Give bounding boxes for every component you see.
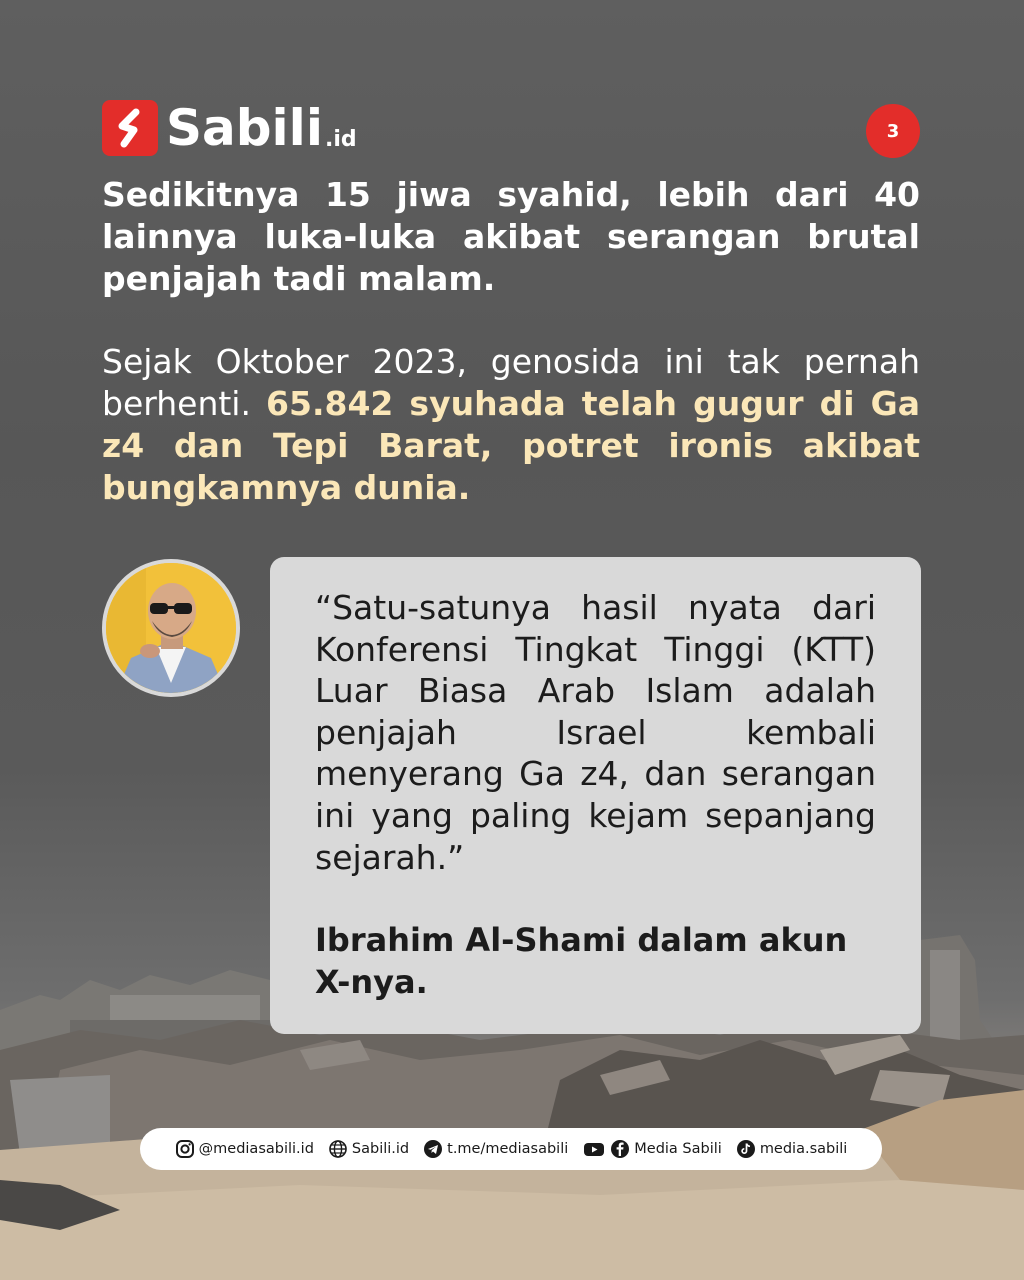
person-portrait-icon bbox=[106, 563, 236, 693]
instagram-icon bbox=[175, 1139, 195, 1159]
brand-suffix: .id bbox=[324, 127, 357, 152]
body-paragraph bbox=[102, 341, 920, 509]
social-links-bar bbox=[140, 1128, 882, 1170]
social-telegram[interactable] bbox=[423, 1139, 568, 1159]
sabili-logo-icon bbox=[102, 100, 158, 156]
telegram-icon bbox=[423, 1139, 443, 1159]
youtube-facebook-label: Media Sabili bbox=[634, 1141, 722, 1157]
tiktok-label: media.sabili bbox=[759, 1141, 848, 1157]
quote-card bbox=[270, 557, 921, 1034]
avatar bbox=[102, 559, 240, 697]
brand-logo bbox=[102, 100, 357, 156]
social-website[interactable] bbox=[328, 1139, 409, 1159]
tiktok-icon bbox=[736, 1139, 756, 1159]
headline: Sedikitnya 15 jiwa syahid, lebih dari 40 lainnya luka-luka akibat serangan brutal penjajah tadi malam. bbox=[102, 175, 920, 298]
brand-name: Sabili bbox=[166, 99, 323, 157]
facebook-icon bbox=[610, 1139, 630, 1159]
telegram-label: t.me/mediasabili bbox=[447, 1141, 569, 1157]
social-instagram[interactable] bbox=[175, 1139, 314, 1159]
body-lead: Sejak Oktober 2023, genosida ini tak pernah berhenti. bbox=[102, 342, 920, 423]
globe-icon bbox=[328, 1139, 348, 1159]
instagram-handle: @mediasabili.id bbox=[198, 1141, 314, 1157]
quote-text: “Satu-satunya hasil nyata dari Konferensi Tingkat Tinggi (KTT) Luar Biasa Arab Islam adalah penjajah Israel kembali menyerang Ga z4, dan serangan ini yang paling kejam sepanjang sejarah.” bbox=[315, 588, 876, 877]
website-label: Sabili.id bbox=[351, 1141, 410, 1157]
body-highlight: 65.842 syuhada telah gugur di Ga z4 dan Tepi Barat, potret ironis akibat bungkamnya dunia. bbox=[102, 384, 920, 507]
social-youtube-facebook[interactable] bbox=[582, 1139, 722, 1159]
quote-source: Ibrahim Al-Shami dalam akun X-nya. bbox=[315, 921, 848, 1001]
social-tiktok[interactable] bbox=[736, 1139, 848, 1159]
youtube-icon bbox=[582, 1139, 606, 1159]
page-number-badge: 3 bbox=[866, 104, 920, 158]
